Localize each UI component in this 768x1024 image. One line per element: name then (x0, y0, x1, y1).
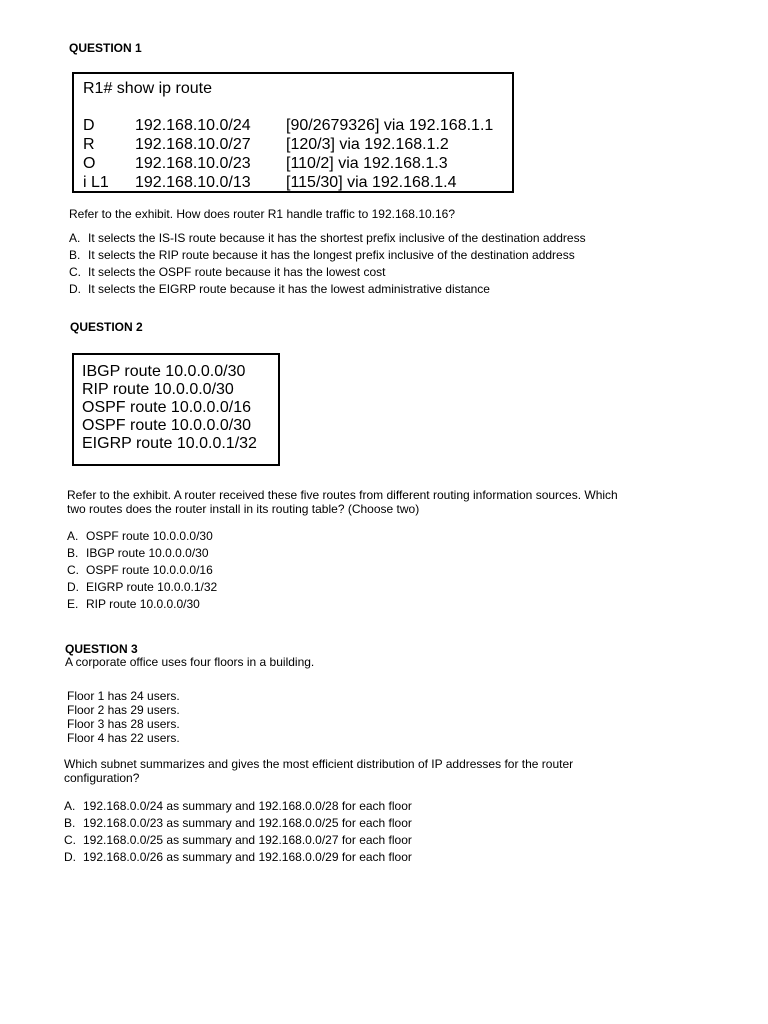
option-letter: A. (67, 529, 79, 543)
option-letter: C. (67, 563, 79, 577)
option-text: OSPF route 10.0.0.0/30 (86, 529, 213, 543)
answer-option-b[interactable] (67, 545, 217, 562)
answer-option-b[interactable] (69, 247, 586, 264)
option-letter: B. (69, 248, 81, 262)
route-entry: RIP route 10.0.0.0/30 (82, 381, 234, 398)
option-text: EIGRP route 10.0.0.1/32 (86, 580, 218, 594)
answer-option-d[interactable] (64, 849, 412, 866)
answer-option-a[interactable] (67, 528, 217, 545)
option-letter: C. (69, 265, 81, 279)
option-text: It selects the IS-IS route because it has the shortest prefix inclusive of the destination address (88, 231, 586, 245)
answer-option-e[interactable] (67, 596, 217, 613)
question-3-prompt-line-2: configuration? (64, 771, 140, 785)
answer-option-b[interactable] (64, 815, 412, 832)
question-2-title: QUESTION 2 (70, 320, 143, 334)
question-1-prompt: Refer to the exhibit. How does router R1 handle traffic to 192.168.10.16? (69, 207, 456, 221)
floor-entry: Floor 4 has 22 users. (67, 731, 180, 745)
route-network: 192.168.10.0/27 (135, 136, 251, 153)
option-letter: D. (69, 282, 81, 296)
question-2-prompt-line-1: Refer to the exhibit. A router received these five routes from different routing information sources. Which (67, 488, 618, 502)
answer-option-d[interactable] (69, 281, 586, 298)
route-entry: OSPF route 10.0.0.0/30 (82, 417, 251, 434)
route-network: 192.168.10.0/24 (135, 117, 251, 134)
option-text: 192.168.0.0/24 as summary and 192.168.0.0/28 for each floor (83, 799, 412, 813)
route-code: D (83, 117, 95, 134)
answer-option-c[interactable] (64, 832, 412, 849)
option-text: 192.168.0.0/26 as summary and 192.168.0.0/29 for each floor (83, 850, 412, 864)
question-1-exhibit (72, 72, 514, 193)
option-letter: B. (67, 546, 79, 560)
option-letter: B. (64, 816, 76, 830)
answer-option-d[interactable] (67, 579, 217, 596)
question-3-intro: A corporate office uses four floors in a building. (65, 655, 315, 669)
option-text: OSPF route 10.0.0.0/16 (86, 563, 213, 577)
route-list (82, 363, 257, 453)
route-code: O (83, 155, 96, 172)
option-text: 192.168.0.0/25 as summary and 192.168.0.0/27 for each floor (83, 833, 412, 847)
route-next-hop: [110/2] via 192.168.1.3 (286, 155, 448, 172)
option-text: IBGP route 10.0.0.0/30 (86, 546, 209, 560)
route-code: R (83, 136, 95, 153)
option-letter: C. (64, 833, 76, 847)
option-text: It selects the EIGRP route because it has the lowest administrative distance (88, 282, 490, 296)
floor-entry: Floor 2 has 29 users. (67, 703, 180, 717)
option-letter: D. (67, 580, 79, 594)
floor-user-list (67, 689, 180, 745)
option-text: It selects the RIP route because it has the longest prefix inclusive of the destination address (88, 248, 575, 262)
option-text: It selects the OSPF route because it has the lowest cost (88, 265, 386, 279)
answer-option-c[interactable] (69, 264, 586, 281)
question-1-title: QUESTION 1 (69, 41, 142, 55)
route-next-hop: [115/30] via 192.168.1.4 (286, 174, 457, 191)
option-letter: A. (69, 231, 81, 245)
option-letter: E. (67, 597, 79, 611)
question-2-exhibit (72, 353, 280, 466)
route-entry: IBGP route 10.0.0.0/30 (82, 363, 246, 380)
question-3-options (64, 798, 412, 866)
exhibit-command: R1# show ip route (83, 80, 212, 97)
answer-option-a[interactable] (64, 798, 412, 815)
question-3-title: QUESTION 3 (65, 642, 138, 656)
route-next-hop: [120/3] via 192.168.1.2 (286, 136, 449, 153)
option-letter: A. (64, 799, 76, 813)
option-text: 192.168.0.0/23 as summary and 192.168.0.0/25 for each floor (83, 816, 412, 830)
route-next-hop: [90/2679326] via 192.168.1.1 (286, 117, 494, 134)
question-1-options (69, 230, 586, 298)
route-entry: EIGRP route 10.0.0.1/32 (82, 435, 257, 452)
answer-option-a[interactable] (69, 230, 586, 247)
option-text: RIP route 10.0.0.0/30 (86, 597, 200, 611)
question-2-prompt-line-2: two routes does the router install in its routing table? (Choose two) (67, 502, 420, 516)
question-2-options (67, 528, 217, 613)
route-code: i L1 (83, 174, 109, 191)
floor-entry: Floor 3 has 28 users. (67, 717, 180, 731)
route-network: 192.168.10.0/13 (135, 174, 251, 191)
route-network: 192.168.10.0/23 (135, 155, 251, 172)
answer-option-c[interactable] (67, 562, 217, 579)
option-letter: D. (64, 850, 76, 864)
route-entry: OSPF route 10.0.0.0/16 (82, 399, 251, 416)
floor-entry: Floor 1 has 24 users. (67, 689, 180, 703)
question-3-prompt-line-1: Which subnet summarizes and gives the most efficient distribution of IP addresses for the router (64, 757, 574, 771)
